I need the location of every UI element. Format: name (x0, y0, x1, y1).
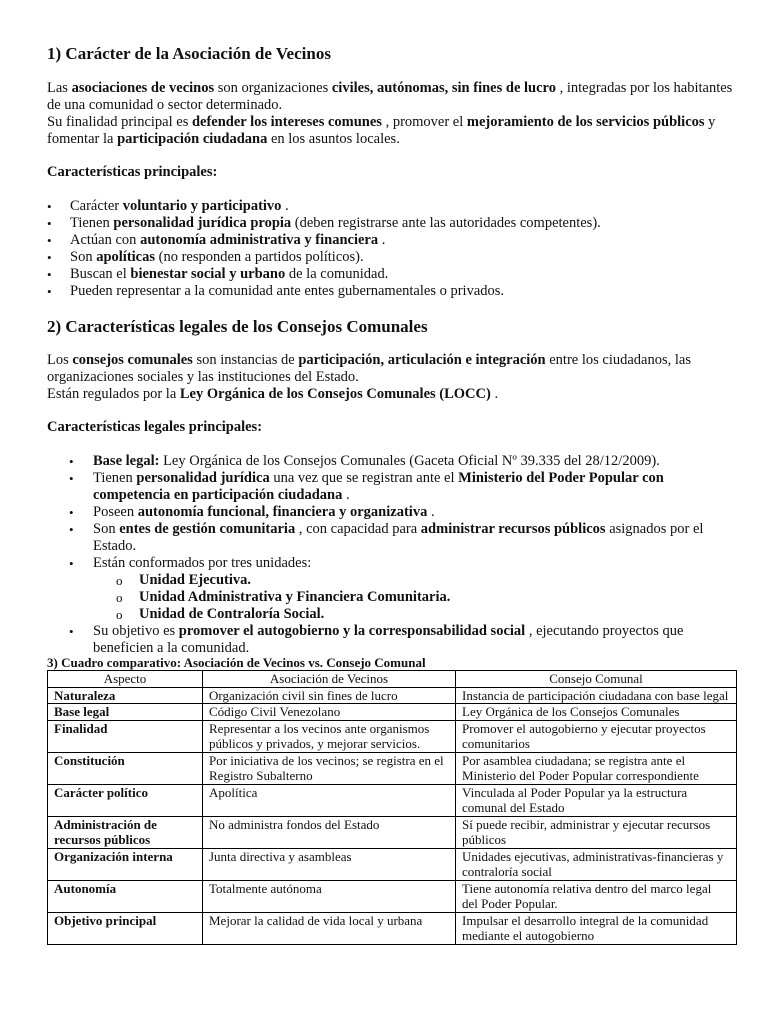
section-1-subheading: Características principales: (47, 164, 218, 180)
table-row (48, 752, 737, 784)
section-2-subheading: Características legales principales: (47, 419, 263, 435)
aspect-cell: Autonomía (48, 880, 203, 912)
unit-item: o Unidad Ejecutiva. (47, 572, 737, 589)
asociacion-cell: Código Civil Venezolano (203, 704, 456, 721)
bullet-item: • Son entes de gestión comunitaria , con capacidad para administrar recursos públicos asignados por el Estado. (47, 521, 737, 555)
header-aspect: Aspecto (48, 671, 203, 688)
table-row (48, 880, 737, 912)
bullet-item: • Base legal: Ley Orgánica de los Consejos Comunales (Gaceta Oficial Nº 39.335 del 28/12/2009). (47, 453, 737, 470)
consejo-cell: Sí puede recibir, administrar y ejecutar recursos públicos (456, 816, 737, 848)
table-row (48, 784, 737, 816)
table-row (48, 687, 737, 704)
consejo-cell: Promover el autogobierno y ejecutar proyectos comunitarios (456, 720, 737, 752)
asociacion-cell: Apolítica (203, 784, 456, 816)
consejo-cell: Ley Orgánica de los Consejos Comunales (456, 704, 737, 721)
table-title: 3) Cuadro comparativo: Asociación de Vecinos vs. Consejo Comunal (47, 655, 426, 670)
bullet-item: • Están conformados por tres unidades: (47, 555, 737, 572)
aspect-cell: Carácter político (48, 784, 203, 816)
section-2-bullet-list-a (47, 453, 737, 572)
table-row (48, 704, 737, 721)
header-asociacion: Asociación de Vecinos (203, 671, 456, 688)
aspect-cell: Naturaleza (48, 687, 203, 704)
header-consejo: Consejo Comunal (456, 671, 737, 688)
asociacion-cell: Junta directiva y asambleas (203, 848, 456, 880)
bullet-item: • Tienen personalidad jurídica una vez que se registran ante el Ministerio del Poder Popular con competencia en participación ciudadana . (47, 470, 737, 504)
aspect-cell: Finalidad (48, 720, 203, 752)
consejo-cell: Instancia de participación ciudadana con base legal (456, 687, 737, 704)
aspect-cell: Base legal (48, 704, 203, 721)
asociacion-cell: Organización civil sin fines de lucro (203, 687, 456, 704)
section-2-bullet-list-b (47, 623, 737, 657)
table-row (48, 720, 737, 752)
section-1-intro-p2: Su finalidad principal es defender los intereses comunes , promover el mejoramiento de los servicios públicos y fomentar la participación ciudadana en los asuntos locales. (47, 114, 716, 147)
asociacion-cell: Por iniciativa de los vecinos; se registra en el Registro Subalterno (203, 752, 456, 784)
bullet-item: • Tienen personalidad jurídica propia (deben registrarse ante las autoridades competentes). (47, 215, 737, 232)
bullet-item: • Carácter voluntario y participativo . (47, 198, 737, 215)
section-2-legal-list (47, 453, 737, 657)
consejo-cell: Impulsar el desarrollo integral de la comunidad mediante el autogobierno (456, 912, 737, 944)
consejo-cell: Por asamblea ciudadana; se registra ante el Ministerio del Poder Popular correspondiente (456, 752, 737, 784)
bullet-item: • Su objetivo es promover el autogobierno y la corresponsabilidad social , ejecutando proyectos que beneficien a la comunidad. (47, 623, 737, 657)
section-1-intro-p1: Las asociaciones de vecinos son organizaciones civiles, autónomas, sin fines de lucro , integradas por los habitantes de una comunidad o sector determinado. (47, 80, 733, 113)
aspect-cell: Administración de recursos públicos (48, 816, 203, 848)
section-1-heading: 1) Carácter de la Asociación de Vecinos (47, 44, 331, 63)
section-1-intro (47, 80, 737, 148)
table-row (48, 848, 737, 880)
asociacion-cell: Representar a los vecinos ante organismos públicos y privados, y mejorar servicios. (203, 720, 456, 752)
consejo-cell: Unidades ejecutivas, administrativas-financieras y contraloría social (456, 848, 737, 880)
bullet-item: • Buscan el bienestar social y urbano de la comunidad. (47, 266, 737, 283)
section-2-heading: 2) Características legales de los Consejos Comunales (47, 317, 428, 336)
table-row (48, 912, 737, 944)
asociacion-cell: Mejorar la calidad de vida local y urbana (203, 912, 456, 944)
section-2-intro-p2: Están regulados por la Ley Orgánica de los Consejos Comunales (LOCC) . (47, 386, 499, 402)
bullet-item: • Poseen autonomía funcional, financiera y organizativa . (47, 504, 737, 521)
aspect-cell: Constitución (48, 752, 203, 784)
bullet-item: • Actúan con autonomía administrativa y financiera . (47, 232, 737, 249)
consejo-cell: Tiene autonomía relativa dentro del marco legal del Poder Popular. (456, 880, 737, 912)
unit-item: o Unidad de Contraloría Social. (47, 606, 737, 623)
unit-item: o Unidad Administrativa y Financiera Comunitaria. (47, 589, 737, 606)
table-row (48, 816, 737, 848)
comparison-table (47, 670, 737, 945)
bullet-item: • Pueden representar a la comunidad ante entes gubernamentales o privados. (47, 283, 737, 300)
table-header-row (48, 671, 737, 688)
aspect-cell: Objetivo principal (48, 912, 203, 944)
section-2-units-list (47, 572, 737, 623)
section-2-intro (47, 352, 737, 403)
consejo-cell: Vinculada al Poder Popular ya la estructura comunal del Estado (456, 784, 737, 816)
asociacion-cell: No administra fondos del Estado (203, 816, 456, 848)
bullet-item: • Son apolíticas (no responden a partidos políticos). (47, 249, 737, 266)
asociacion-cell: Totalmente autónoma (203, 880, 456, 912)
aspect-cell: Organización interna (48, 848, 203, 880)
section-1-bullet-list (47, 198, 737, 300)
section-2-intro-p1: Los consejos comunales son instancias de participación, articulación e integración entre los ciudadanos, las organizaciones sociales y las instituciones del Estado. (47, 352, 691, 385)
